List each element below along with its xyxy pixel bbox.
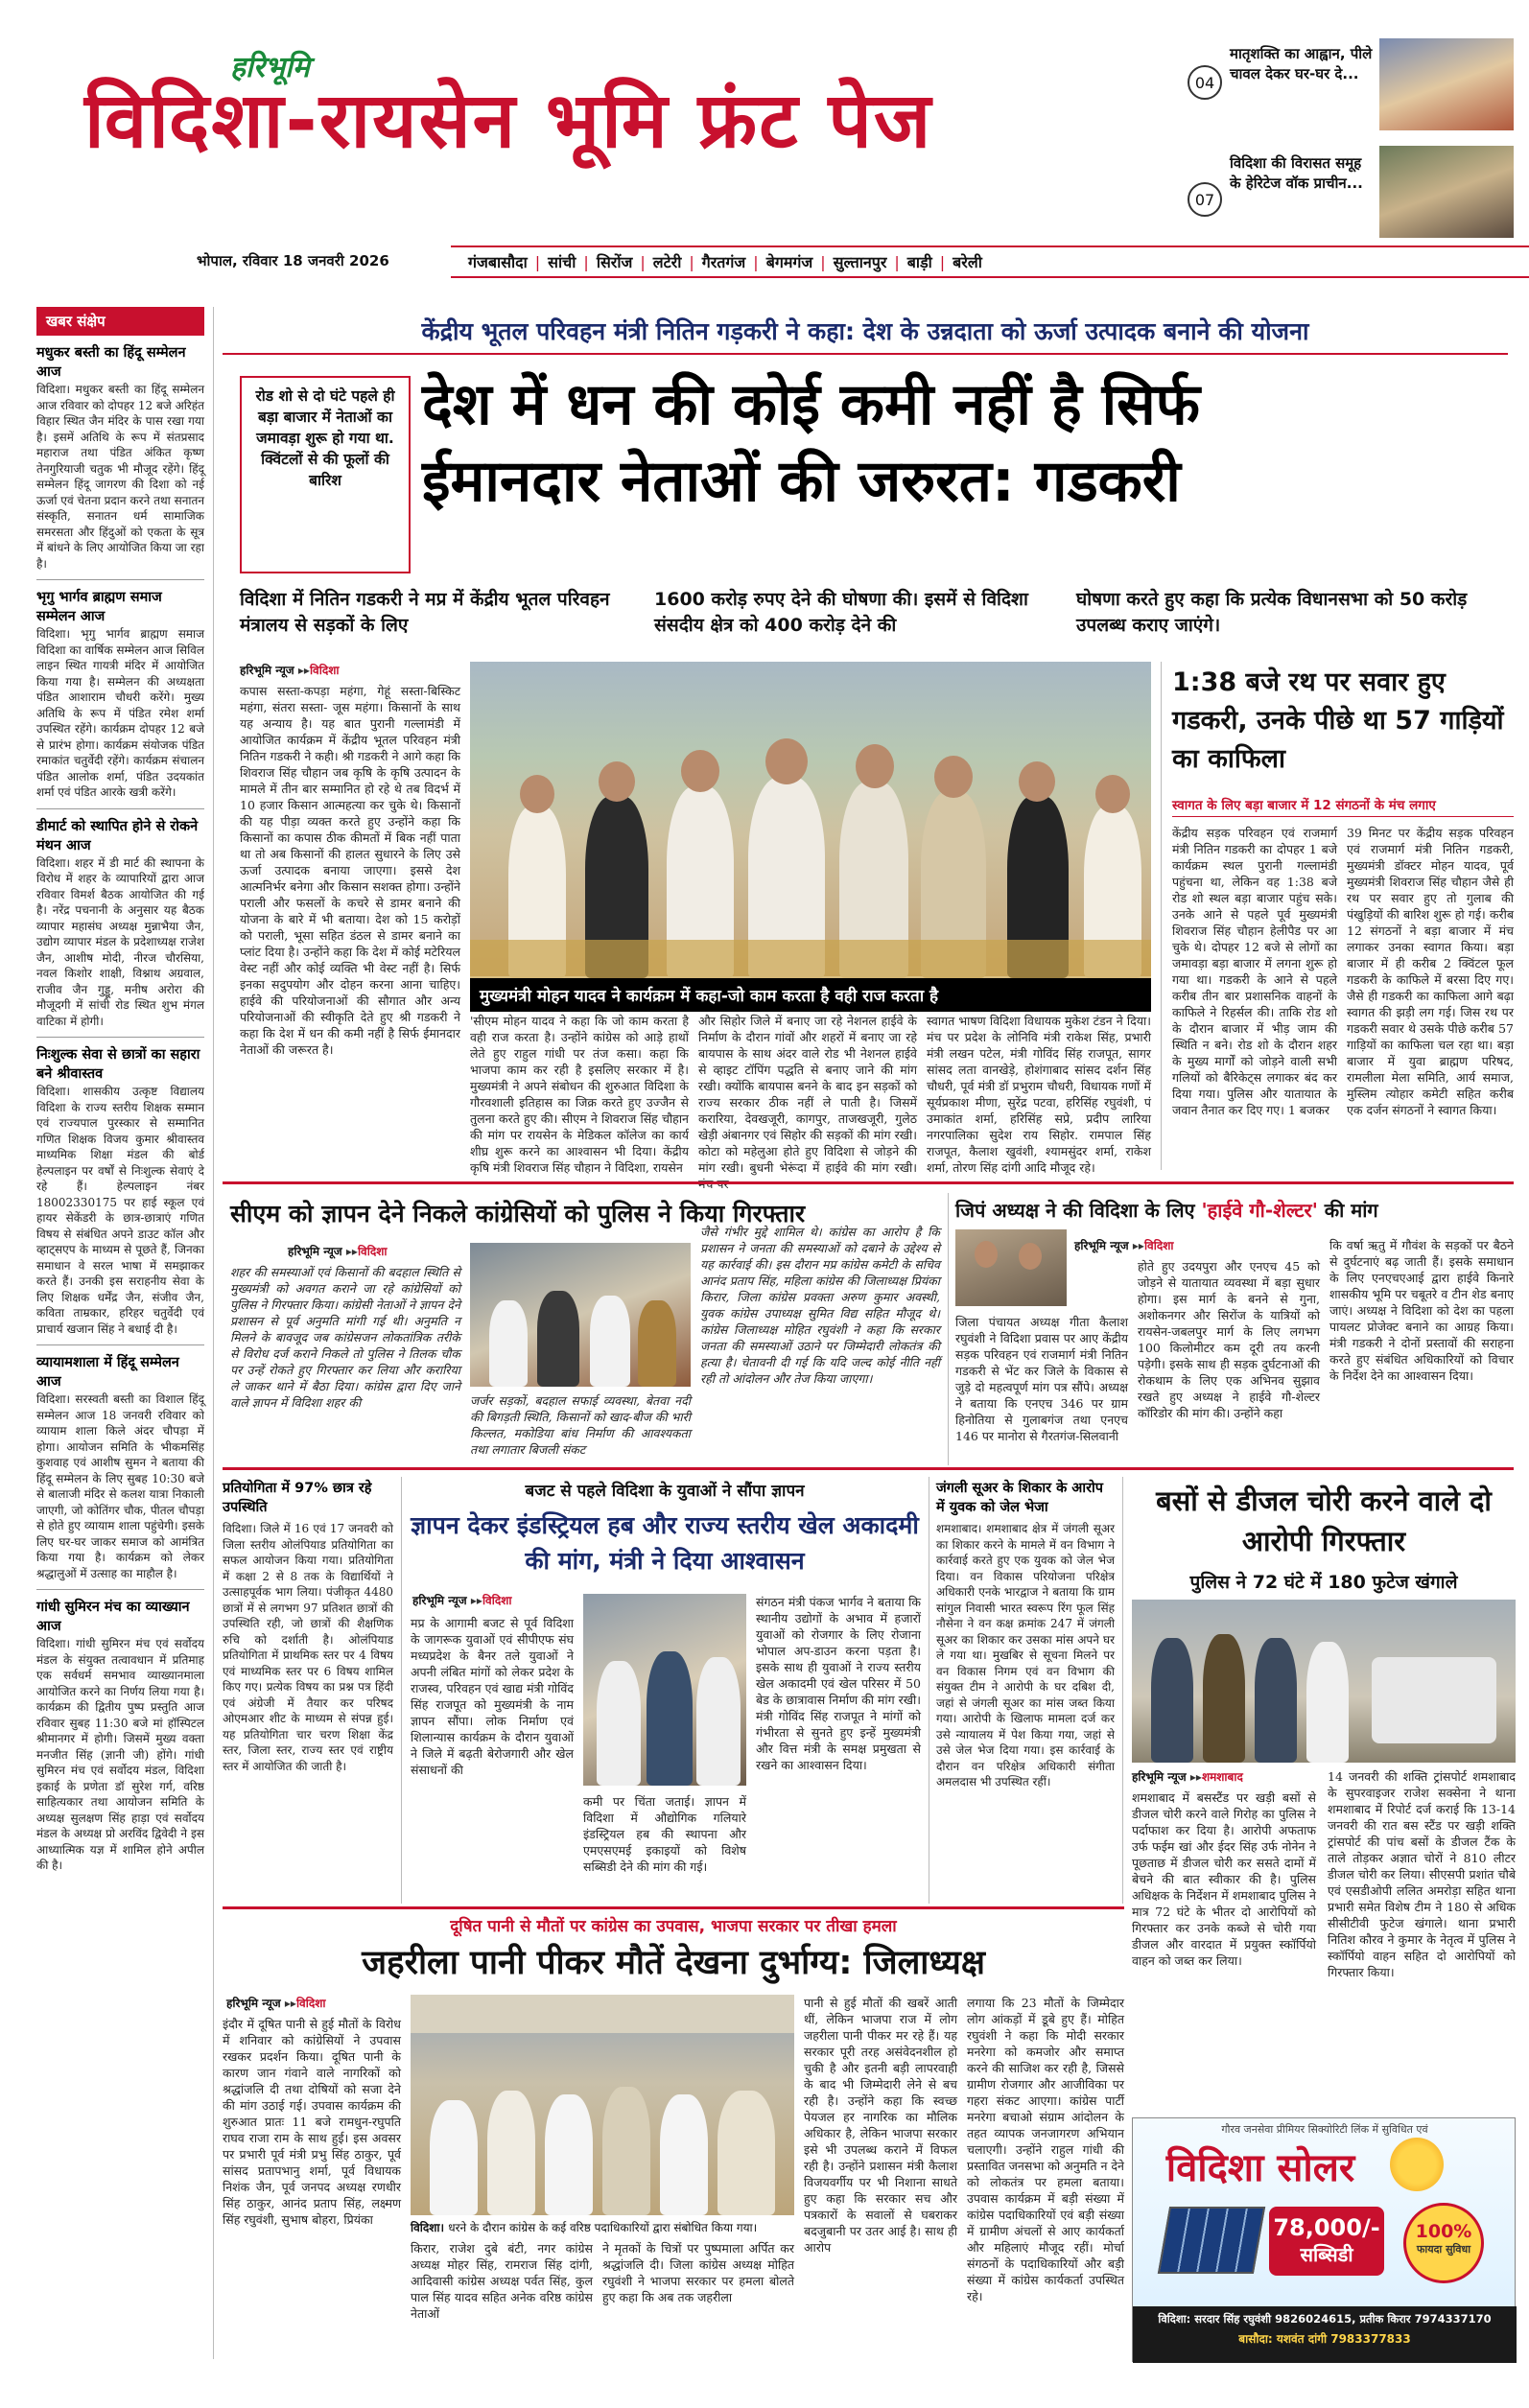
ad-subsidy: सब्सिडी	[1300, 2243, 1353, 2266]
cow-col2: होते हुए उदयपुरा और एनएच 45 को जोड़ने से यातायात व्यवस्था में बड़ा सुधार होगा। इस मार्ग के बनने से गुना, अशोकनगर और सिरोंज के यात्रियों को रायसेन-जबलपुर मार्ग के लिए लगभग 100 किलोमीटर कम दूरी तय करनी पड़ेगी। इसके साथ ही सड़क दुर्घटनाओं की रोकथाम के लिए एक अभिनव सुझाव रखते हुए अध्यक्ष ने हाईवे गौ-शेल्टर कॉरिडोर की मांग की। उन्होंने कहा	[1138, 1259, 1320, 1420]
lead-col4: स्वागत भाषण विदिशा विधायक मुकेश टंडन ने दिया। मंच पर प्रदेश के लोनिवि मंत्री राकेश सिंह, प्रभारी मंत्री लखन पटेल, मंत्री गोविंद सिंह राजपूत, सागर सांसद लता वानखेड़े, होशंगाबाद सांसद दर्शन सिंह चौधरी, पूर्व मंत्री डॉ प्रभुराम चौधरी, विधायक गणों में सूर्यप्रकाश मीणा, सुरेंद्र पटवा, हरिसिंह रघुवंशी, पं उमाकांत शर्मा, हरिसिंह सप्रे, प्रदीप लारिया नगरपालिका सुदेश राय सिहोर. रामपाल सिंह राजपूत, कैलाश खुवंशी, श्यामसुंदर शर्मा, राकेश शर्मा, तोरण सिंह दांगी आदि मौजूद रहे।	[927, 1014, 1151, 1175]
brand-logo: हरिभूमि	[230, 51, 310, 84]
ad-badge-text: फायदा सुविधा	[1416, 2243, 1471, 2256]
boar-head: जंगली सूअर के शिकार के आरोप में युवक को जेल भेजा	[936, 1481, 1104, 1515]
lead-headline-line1: देश में धन की कोई कमी नहीं है सिर्फ	[422, 371, 1200, 438]
news-brief-sidebar	[36, 307, 204, 2340]
towns-bar: गंजबासौदा | सांची | सिरोंज | लटेरी | गैरतगंज | बेगमगंज | सुल्तानपुर | बाड़ी | बरेली	[451, 245, 1529, 278]
promo-photo	[1379, 38, 1514, 130]
lead-kicker: केंद्रीय भूतल परिवहन मंत्री नितिन गड़करी ने कहा: देश के उन्नदाता को ऊर्जा उत्पादक बनाने की योजना	[223, 315, 1508, 355]
ad-address-2: बासौदा: यशवंत दांगी 7983377833	[1238, 2332, 1411, 2346]
cow-headline-b: 'हाईवे गौ-शेल्टर'	[1201, 1199, 1318, 1222]
deck-col: घोषणा करते हुए कहा कि प्रत्येक विधानसभा को 50 करोड़ उपलब्ध कराए जाएंगे।	[1076, 589, 1468, 636]
diesel-headline: बसों से डीजल चोरी करने वाले दो आरोपी गिरफ्तार	[1156, 1485, 1492, 1557]
brief-item	[36, 1598, 204, 1874]
solar-ad[interactable]	[1132, 2117, 1516, 2362]
diesel-col2: 14 जनवरी की शक्ति ट्रांसपोर्ट शमशाबाद के सुपरवाइजर राजेश सक्सेना ने थाना शमशाबाद में रिपोर्ट दर्ज कराई कि 13-14 जनवरी की रात बस स्टैंड पर खड़ी शक्ति ट्रांसपोर्ट की पांच बसों के डीजल टैंक के ताले तोड़कर अज्ञात चोरों ने 810 लीटर डीजल चोरी कर लिया। सीएसपी प्रशांत चौबे एवं एसडीओपी ललित अमरोड़ा सहित थाना प्रभारी समेत विशेष टीम ने 180 से अधिक सीसीटीवी फुटेज खंगाले। थाना प्रभारी नितिश कौरव ने कुमार के नेतृत्व में पुलिस ने स्कॉर्पियो वाहन सहित दो आरोपियों को गिरफ्तार किया।	[1328, 1769, 1516, 1979]
credit-place: विदिशा	[482, 1594, 512, 1607]
cow-photo	[955, 1229, 1067, 1306]
promo-text: मातृशक्ति का आह्वान, पीले चावल देकर घर-घर दे...	[1230, 45, 1373, 82]
credit-place: विदिशा	[1143, 1239, 1174, 1252]
town-item[interactable]: सिरोंज	[596, 253, 633, 271]
congress-col1: शहर की समस्याओं एवं किसानों की बदहाल स्थिति से मुख्यमंत्री को अवगत कराने जा रहे कांग्रेसियों को पुलिस ने गिरफ्तार किया। कांग्रेसी नेताओं ने ज्ञापन देने प्रशासन से पूर्व अनुमति मांगी गई थी। अनुमति न मिलने के बावजूद जब कांग्रेसजन लोकतांत्रिक तरीके से विरोध दर्ज कराने निकले तो पुलिस ने तिलक चौक पर उन्हें रोकते हुए गिरफ्तार कर लिया और करारिया ले जाकर थाने में बैठा दिया। कांग्रेस द्वारा दिए जाने वाले ज्ञापन में विदिशा शहर की	[230, 1265, 460, 1410]
congress-col2: जर्जर सड़कों, बदहाल सफाई व्यवस्था, बेतवा नदी की बिगड़ती स्थिति, किसानों को खाद-बीज की भारी किल्लत, मकोडिया बांध निर्माण की आवश्यकता तथा लगातार बिजली संकट	[470, 1393, 692, 1457]
brief-text: विदिशा। गांधी सुमिरन मंच एवं सर्वोदय मंडल के संयुक्त तत्वावधान में प्रतिमाह एक सर्वधर्म समभाव व्याख्यानमाला आयोजित करने का निर्णय लिया गया है। कार्यक्रम की द्वितीय पुष्प प्रस्तुति आज रविवार सुबह 11:30 बजे मां हॉस्पिटल श्रीमानगर में होगी। जिसमें मुख्य वक्ता मनजीत सिंह (ज्ञानी जी) होंगे। गांधी सुमिरन मंच एवं सर्वोदय मंडल, विदिशा इकाई के प्रणेता डॉ सुरेश गर्ग, वरिष्ठ साहित्यकार तथा आयोजन समिति के अध्यक्ष सुलक्षण सिंह हाड़ा एवं सर्वोदय मंडल के अध्यक्ष प्रो अरविंद द्विवेदी ने इस आध्यात्मिक यज्ञ में शामिल होने अपील की है।	[36, 1637, 204, 1872]
brief-head: निःशुल्क सेवा से छात्रों का सहारा बने श्रीवास्तव	[36, 1047, 200, 1082]
lead-col3: और सिहोर जिले में बनाए जा रहे नेशनल हाईवे के निर्माण के दौरान गांवों और शहरों में बनाए जा रहे बायपास के साथ अंदर वाले रोड भी नेशनल हाईवे से व्हाइट टॉपिंग पद्धति से बनाए जाने की मांग रखी। क्योंकि बायपास बनने के बाद इन सड़कों को राज्य सरकार ठीक नहीं ले पाती है। जिसमें करारिया, देवखजूरी, कागपुर, ताजखजूरी, गुलेठ खेड़ी अंबानगर एवं सिहोर की सड़कों की मांग रखी। कोटा को महेलुआ होते हुए विदिशा से जोड़ने की मांग रखी। बुधनी भेरूंदा में हाईवे की मांग रखी।	[698, 1014, 917, 1175]
dateline: भोपाल, रविवार 18 जनवरी 2026	[197, 252, 389, 269]
youth-credit: हरिभूमि न्यूज ▸▸विदिशा	[412, 1594, 512, 1607]
town-item[interactable]: गंजबासौदा	[468, 253, 528, 271]
ad-price-box	[1269, 2207, 1384, 2276]
credit-place: शमशाबाद	[1201, 1770, 1243, 1784]
youth-caption: कमी पर चिंता जताई। ज्ञापन में विदिशा में औद्योगिक गलियारे इंडस्ट्रियल हब की स्थापना और एमएसएमई इकाइयों को विशेष सब्सिडी देने की मांग की गई।	[583, 1794, 746, 1874]
ad-address-1: विदिशा: सरदार सिंह रघुवंशी 9826024615, प्रतीक किरार 7974337170	[1158, 2312, 1492, 2326]
brief-text: विदिशा। मधुकर बस्ती का हिंदू सम्मेलन आज रविवार को दोपहर 12 बजे अरिहंत विहार स्थित जैन मंदिर के पास रखा गया है। इसमें अतिथि के रूप में संतप्रसाद महाराज तथा पंडित अंकित कृष्ण तेनगुरियाजी चतुक भी मौजूद रहेंगे। हिंदू सम्मेलन हिंदू जागरण की दिशा को नई ऊर्जा एवं चेतना प्रदान करने तथा सनातन संस्कृति, सनातन धर्म सामाजिक समरसता और हिंदुओं को एकता के सूत्र में बांधने के लिए आयोजित किया जा रहा है।	[36, 383, 204, 571]
credit-name: हरिभूमि न्यूज	[240, 664, 294, 677]
brief-text: विदिशा। भृगु भार्गव ब्राह्मण समाज विदिशा का वार्षिक सम्मेलन आज सिविल लाइन स्थित गायत्री मंदिर में आयोजित किया गया है। सम्मेलन की अध्यक्षता पंडित आशाराम चौधरी करेंगे। मुख्य अतिथि के रूप में पंडित रमेश शर्मा उपस्थित रहेंगे। कार्यक्रम दोपहर 12 बजे से प्रारंभ होगा। कार्यक्रम संयोजक पंडित रमाकांत चतुर्वेदी रहेंगे। कार्यक्रम संचालन पंडित आलोक शर्मा, पंडित उदयकांत शर्मा एवं पंडित आरके खत्री करेंगे।	[36, 627, 204, 799]
brief-head: मधुकर बस्ती का हिंदू सम्मेलन आज	[36, 345, 186, 380]
brief-item	[36, 817, 204, 1039]
youth-headline: ज्ञापन देकर इंडस्ट्रियल हब और राज्य स्तरीय खेल अकादमी की मांग, मंत्री ने दिया आश्वासन	[411, 1511, 919, 1575]
town-item[interactable]: सुल्तानपुर	[833, 253, 887, 271]
water-col1: इंदौर में दूषित पानी से हुई मौतों के विरोध में शनिवार को कांग्रेसियों ने उपवास रखकर प्रदर्शन किया। दूषित पानी के कारण जान गंवाने वाले नागरिकों को श्रद्धांजलि दी तथा दोषियों को सजा देने की मांग उठाई गई। उपवास कार्यक्रम की शुरुआत प्रातः 11 बजे रामधुन-रघुपति राघव राजा राम के साथ हुई। इस अवसर पर प्रभारी पूर्व मंत्री प्रभु सिंह ठाकुर, पूर्व सांसद प्रतापभानु शर्मा, पूर्व विधायक निशंक जैन, पूर्व जनपद अध्यक्ष रणधीर सिंह ठाकुर, आनंद प्रताप सिंह, लक्ष्मण सिंह रघुवंशी, सुभाष बोहरा, प्रियंका	[223, 2017, 401, 2227]
credit-place: विदिशा	[309, 664, 340, 677]
diesel-col1: शमशाबाद में बसस्टैंड पर खड़ी बसों से डीजल चोरी करने वाले गिरोह का पुलिस ने पर्दाफाश कर दिया है। आरोपी अफताफ उर्फ फईम खां और ईदर सिंह उर्फ नोनेन ने पूछताछ में डीजल चोरी कर ससते दामों में बेचने की बात स्वीकार की है। पुलिस अधिक्षक के निर्देशन में शमशाबाद पुलिस ने मात्र 72 घंटे के भीतर दो आरोपियों को गिरफ्तार कर उनके कब्जे से चोरी गया डीजल और वारदात में प्रयुक्त स्कॉर्पियो वाहन को जब्त कर लिया।	[1132, 1790, 1316, 1968]
promo-page-badge: 04	[1188, 65, 1222, 100]
lead-sidebox: रोड शो से दो घंटे पहले ही बड़ा बाजार में नेताओं का जमावड़ा शुरू हो गया था. क्विंटलों से की फूलों की बारिश	[240, 376, 411, 573]
promo-box-1[interactable]	[1188, 38, 1514, 134]
youth-photo	[583, 1594, 746, 1786]
lead-col1: कपास सस्ता-कपड़ा महंगा, गेहूं सस्ता-बिस्किट महंगा, संतरा सस्ता- जूस महंगा। किसानों के साथ यह अन्याय है। यह बात पुरानी गल्लामंडी में आयोजित कार्यक्रम में केंद्रीय भूतल परिवहन मंत्री नितिन गडकरी ने कही। श्री गडकरी ने आगे कहा कि शिवराज सिंह चौहान जब कृषि के कृषि उत्पादन के मामले में तीन बार सम्मानित हो रहे थे तब विदर्भ में 10 हजार किसान आत्महत्या कर चुके थे। किसानों की यह पीड़ा व्यक्त करते हुए उन्होंने कहा कि किसानों का कपास ठीक कीमतों में बिक नहीं पाता था तो अब किसानों की हालत सुधारने के लिए उसे ऊर्जा उत्पादक बनाया जाएगा। इससे देश आत्मनिर्भर बनेगा और किसान सशक्त होगा। उन्होंने पराली और फसलों के कचरे से डामर बनाने की योजना के बारे में भी बताया। देश को 15 करोड़ों को पराली, भूसा सहित डंठल से डामर बनाने का प्लांट दिया है। उन्होंने कहा कि देश में कोई मटेरियल वेस्ट नहीं और कोई व्यक्ति भी वेस्ट नहीं है। सिर्फ इनका सदुपयोग और दोहन करना आना चाहिए। हाईवे की परियोजनाओं की सौगात और अन्य परियोजनाओं की स्वीकृति देते हुए श्री गडकरी ने कहा कि देश में धन की कमी नहीं है सिर्फ ईमानदार नेताओं की जरूरत है।	[240, 684, 460, 1057]
brief-item	[36, 588, 204, 809]
brief-head: डीमार्ट को स्थापित होने से रोकने मंथन आज	[36, 818, 199, 853]
masthead	[0, 0, 1529, 288]
cow-headline-c: की मांग	[1317, 1199, 1378, 1222]
caption-text: धरने के दौरान कांग्रेस के कई वरिष्ठ पदाधिकारियों द्वारा संबोधित किया गया।	[448, 2221, 758, 2234]
cow-col1: जिला पंचायत अध्यक्ष गीता कैलाश रघुवंशी ने विदिशा प्रवास पर आए केंद्रीय सड़क परिवहन एवं राजमार्ग मंत्री नितिन गडकरी से भेंट कर जिले के विकास से जुड़े दो महत्वपूर्ण मांग पत्र सौंपे। अध्यक्ष ने बताया कि एनएच 346 पर ग्राम हिनोतिया से गुलाबगंज तथा एनएच 146 पर मानोरा से गैरतगंज-सिलवानी	[955, 1315, 1128, 1443]
ad-badge	[1403, 2203, 1484, 2283]
credit-name: हरिभूमि न्यूज	[226, 1997, 281, 2010]
lead-headline-line2: ईमानदार नेताओं की जरुरत: गडकरी	[422, 448, 1181, 515]
deck-col: 1600 करोड़ रुपए देने की घोषणा की। इसमें से विदिशा संसदीय क्षेत्र को 400 करोड़ देने की	[654, 589, 1028, 636]
caption-place: विदिशा।	[411, 2221, 445, 2234]
congress-col3: जैसे गंभीर मुद्दे शामिल थे। कांग्रेस का आरोप है कि प्रशासन ने जनता की समस्याओं को दबाने के उद्देश्य से यह कार्रवाई की। इस दौरान मप्र कांग्रेस कमेटी के सचिव आनंद प्रताप सिंह, महिला कांग्रेस की जिलाध्यक्ष प्रियंका किरार, जिला कांग्रेस प्रवक्ता अरुण कुमार अवस्थी, युवक कांग्रेस उपाध्यक्ष सुमित विद्य सहित मौजूद थे। कांग्रेस जिलाध्यक्ष मोहित रघुवंशी ने कहा कि सरकार जनता की समस्याओं उठाने पर जिम्मेदारी लोकतंत्र की हत्या है। चेतावनी दी गई कि यदि जल्द कोई नीति नहीं रही तो आंदोलन और तेज किया जाएगा।	[700, 1225, 940, 1386]
brief-item	[36, 343, 204, 580]
credit-name: हरिभूमि न्यूज	[288, 1245, 342, 1258]
town-item[interactable]: बरेली	[953, 253, 982, 271]
lead-headline	[422, 366, 1516, 520]
diesel-credit: हरिभूमि न्यूज ▸▸शमशाबाद	[1132, 1770, 1243, 1784]
credit-name: हरिभूमि न्यूज	[1074, 1239, 1129, 1252]
lead-photo	[470, 662, 1151, 976]
quiz-text: विदिशा। जिले में 16 एवं 17 जनवरी को जिला स्तरीय ओलंपियाड प्रतियोगिता का सफल आयोजन किया गया। प्रतियोगिता में कक्षा 2 से 8 तक के विद्यार्थियों ने उत्साहपूर्वक भाग लिया। पंजीकृत 4480 छात्रों में से लगभग 97 प्रतिशत छात्रों की उपस्थिति रही, जो छात्रों की शैक्षणिक रुचि को दर्शाती है। ओलंपियाड प्रतियोगिता में प्राथमिक स्तर पर 4 विषय एवं माध्यमिक स्तर पर 6 विषय शामिल किए गए। प्रत्येक विषय का प्रश्न पत्र हिंदी एवं अंग्रेजी में तैयार कर परिषद ओएमआर शीट के माध्यम से संपन्न हुई। यह प्रतियोगिता चार चरण शिक्षा केंद्र स्तर, जिला स्तर, राज्य स्तर एवं राष्ट्रीय स्तर में आयोजित की जाती है।	[223, 1522, 393, 1773]
town-item[interactable]: लटेरी	[652, 253, 682, 271]
sun-icon	[1390, 2138, 1444, 2191]
congress-credit: हरिभूमि न्यूज ▸▸विदिशा	[288, 1245, 388, 1258]
cow-headline	[955, 1197, 1521, 1223]
lead-col2: 'सीएम मोहन यादव ने कहा कि जो काम करता है वही राज करता है। उन्होंने कांग्रेस को आड़े हाथों लेते हुए राहुल गांधी पर तंज कसा। कहा कि भाजपा काम कर रही है इसलिए सरकार में है। मुख्यमंत्री ने अपने संबोधन की शुरुआत विदिशा के गौरवशाली इतिहास का जिक्र करते हुए उज्जैन से तुलना करते हुए की। सीएम ने शिवराज सिंह चौहान की मांग पर रायसेन के मेडिकल कॉलेज का कार्य शीघ्र शुरू करने का आश्वासन भी दिया। केंद्रीय कृषि मंत्री शिवराज सिंह चौहान ने विदिशा, रायसेन	[470, 1014, 689, 1175]
solar-panel-icon	[1158, 2207, 1265, 2274]
credit-place: विदिशा	[357, 1245, 388, 1258]
promo-box-2[interactable]	[1188, 144, 1514, 240]
ad-price: 78,000/-	[1273, 2214, 1380, 2241]
quiz-story	[223, 1479, 393, 1901]
diesel-photo	[1132, 1600, 1516, 1763]
cow-headline-a: जिपं अध्यक्ष ने की विदिशा के लिए	[955, 1199, 1202, 1222]
lead-side-kicker: स्वागत के लिए बड़ा बाजार में 12 संगठनों के मंच लगाए	[1172, 796, 1514, 817]
water-col2: किरार, राजेश दुबे बंटी, नगर कांग्रेस अध्यक्ष मोहर सिंह, रामराज सिंह दांगी, आदिवासी कांग्रेस अध्यक्ष पर्वत सिंह, कुल पाल सिंह यादव सहित अनेक वरिष्ठ कांग्रेस नेताओं	[411, 2241, 593, 2321]
water-credit: हरिभूमि न्यूज ▸▸विदिशा	[226, 1997, 326, 2010]
boar-text: शमशाबाद। शमशाबाद क्षेत्र में जंगली सूअर का शिकार करने के मामले में वन विभाग ने कार्रवाई करते हुए एक युवक को जेल भेज दिया। वन विकास परियोजना परिक्षेत्र अधिकारी एनके भारद्वाज ने बताया कि ग्राम सांगुल निवासी भारत स्वरूप रिंग फूल सिंह नौसेना ने वन कक्ष क्रमांक 247 में जंगली सूअर का शिकार कर उसका मांस अपने घर ले गया था। मुखबिर से सूचना मिलने पर वन विकास निगम एवं वन विभाग की संयुक्त टीम ने आरोपी के घर दबिश दी, जहां से जंगली सूअर का मांस जब्त किया गया। आरोपी के खिलाफ मामला दर्ज कर उसे न्यायालय में पेश किया गया, जहां से उसे जेल भेज दिया गया। इस कार्रवाई के दौरान वन परिक्षेत्र अधिकारी संगीता अमलदास भी उपस्थित रहीं।	[936, 1522, 1115, 1788]
brief-head: भृगु भार्गव ब्राह्मण समाज सम्मेलन आज	[36, 590, 162, 624]
congress-photo	[470, 1243, 691, 1387]
lead-photo-caption: मुख्यमंत्री मोहन यादव ने कार्यक्रम में कहा-जो काम करता है वही राज करता है	[470, 978, 1151, 1012]
congress-headline: सीएम को ज्ञापन देने निकले कांग्रेसियों को पुलिस ने किया गिरफ्तार	[230, 1200, 806, 1227]
brief-item	[36, 1045, 204, 1345]
deck-col: विदिशा में नितिन गडकरी ने मप्र में केंद्रीय भूतल परिवहन मंत्रालय से सड़कों के लिए	[240, 589, 610, 636]
brief-text: विदिशा। शहर में डी मार्ट की स्थापना के विरोध में शहर के व्यापारियों द्वारा आज रविवार विमर्श बैठक आयोजित की गई है। नरेंद्र पचनानी के अनुसार यह बैठक व्यापार महासंघ अध्यक्ष मुन्नाभैया जैन, उद्योग व्यापार मंडल के प्रदेशाध्यक्ष राजेश जैन, आशीष मोदी, नीरज चौरसिया, नवल किशोर शाक्षी, विश्नाथ अग्रवाल, राजीव जैन गुड्डू, मनीष अरोरा की मौजूदगी में सांची रोड स्थित शुभ मंगल वाटिका में होगी।	[36, 855, 204, 1028]
credit-place: विदिशा	[295, 1997, 326, 2010]
credit-name: हरिभूमि न्यूज	[1132, 1770, 1187, 1784]
promo-page-badge: 07	[1188, 182, 1222, 217]
town-item[interactable]: सांची	[548, 253, 576, 271]
water-col3: ने मृतकों के चित्रों पर पुष्पमाला अर्पित कर श्रद्धांजलि दी। जिला कांग्रेस अध्यक्ष मोहित रघुवंशी ने भाजपा सरकार पर हमला बोलते हुए कहा कि अब तक जहरीला	[602, 2241, 794, 2304]
youth-kicker: बजट से पहले विदिशा के युवाओं ने सौंपा ज्ञापन	[525, 1482, 805, 1501]
water-headline: जहरीला पानी पीकर मौतें देखना दुर्भाग्य: जिलाध्यक्ष	[362, 1944, 985, 1982]
ad-brand: विदिशा सोलर	[1165, 2146, 1355, 2190]
page-title: विदिशा-रायसेन भूमि फ्रंट पेज	[84, 76, 933, 165]
water-kicker: दूषित पानी से मौतों पर कांग्रेस का उपवास, भाजपा सरकार पर तीखा हमला	[450, 1917, 897, 1936]
lead-side-col2: 39 मिनट पर केंद्रीय सड़क परिवहन एवं राजमार्ग मंत्री नितिन गडकरी, मुख्यमंत्री डॉक्टर मोहन यादव, पूर्व मुख्यमंत्री शिवराज सिंह चौहान जैसे ही रथ पर सवार हुए तो गुलाब की पंखुड़ियों की बारिश शुरू हो गई। करीब 12 संगठनों ने बड़ा बाजार में मंच लगाकर उनका स्वागत किया। बड़ा बाजार में ही करीब 2 क्विंटल फूल गडकरी के काफिले में बरसा दिए गए। जैसे ही गडकरी का काफिला आगे बढ़ा स्वागत की झड़ी लग गई। जिस रथ पर गडकरी सवार थे उसके पीछे करीब 57 गाड़ियों का काफिला चल रहा था। बड़ा बाजार में युवा ब्राह्मण परिषद, रामलीला मेला समिति, आर्य समाज, मुस्लिम त्योहार कमेटी सहित करीब एक दर्जन संगठनों ने स्वागत किया।	[1347, 826, 1514, 1117]
lead-side-col1: केंद्रीय सड़क परिवहन एवं राजमार्ग मंत्री नितिन गडकरी का दोपहर 1 बजे कार्यक्रम स्थल पुरानी गल्लामंडी पहुंचना था, लेकिन वह 1:38 बजे रोड शो स्थल बड़ा बाजार पहुंच सके। उनके आने से पहले पूर्व मुख्यमंत्री शिवराज सिंह चौहान हेलीपैड पर आ चुके थे। दोपहर 12 बजे से लोगों का जमावड़ा बड़ा बाजार में लगना शुरू हो गया था। गडकरी के आने से पहले करीब तीन बार प्रशासनिक वाहनों के काफिले ने रिहर्सल की। ताकि रोड शो के दौरान बाजार में भीड़ जाम की स्थिति न बने। रोड शो के दौरान शहर के मुख्य मार्गों को जोड़ने वाली सभी गलियों को बैरिकेट्स लगाकर बंद कर दिया गया। पुलिस और यातायात के जवान तैनात कर दिए गए। 1 बजकर	[1172, 826, 1337, 1117]
water-col5: लगाया कि 23 मौतों के जिम्मेदार लोग आंकड़ों में डूबे हुए हैं। मोहित रघुवंशी ने कहा कि मोदी सरकार मनरेगा को कमजोर और समाप्त करने की साजिश कर रही है, जिससे ग्रामीण रोजगार और आजीविका पर गहरा संकट आएगा। कांग्रेस पार्टी मनरेगा बचाओ संग्राम आंदोलन के तहत व्यापक जनजागरण अभियान चलाएगी। उन्होंने राहुल गांधी की प्रस्तावित जनसभा को अनुमति न देने को लोकतंत्र पर हमला बताया। उपवास कार्यक्रम में बड़ी संख्या में कांग्रेस पदाधिकारियों एवं बड़ी संख्या में ग्रामीण अंचलों से आए कार्यकर्ता और महिलाएं मौजूद रहीं। मोर्चा संगठनों के पदाधिकारियों और बड़ी संख्या में कांग्रेस कार्यकर्ता उपस्थित रहे।	[967, 1996, 1124, 2303]
promo-text: विदिशा की विरासत समूह के हेरिटेज वॉक प्राचीन...	[1230, 154, 1363, 192]
ad-top-line: गौरव जनसेवा प्रीमियर सिक्योरिटी लिंक में सुविधित एवं	[1221, 2123, 1428, 2136]
ad-footer	[1133, 2306, 1517, 2363]
cow-credit: हरिभूमि न्यूज ▸▸विदिशा	[1074, 1239, 1174, 1252]
brief-item	[36, 1353, 204, 1590]
lead-deck	[240, 587, 1516, 643]
cow-col3: कि वर्षा ऋतु में गौवंश के सड़कों पर बैठने से दुर्घटनाएं बढ़ जाती हैं। इसके समाधान के लिए एनएचएआई द्वारा हाईवे किनारे शासकीय भूमि पर चबूतरे व टीन शेड बनाए जाएं। अध्यक्ष ने विदिशा को देश का पहला पायलट प्रोजेक्ट बनाने का आग्रह किया। मंत्री गडकरी ने दोनों प्रस्तावों की सराहना करते हुए संबंधित अधिकारियों को विचार के निर्देश देने का आश्वासन दिया।	[1329, 1238, 1514, 1383]
town-item[interactable]: बेगमगंज	[765, 253, 813, 271]
lead-side-headline: 1:38 बजे रथ पर सवार हुए गडकरी, उनके पीछे था 57 गाड़ियों का काफिला	[1172, 667, 1504, 774]
town-item[interactable]: गैरतगंज	[701, 253, 746, 271]
sidebar-label: खबर संक्षेप	[36, 307, 204, 336]
boar-story	[936, 1479, 1115, 1901]
brief-text: विदिशा। शासकीय उत्कृष्ट विद्यालय विदिशा के राज्य स्तरीय शिक्षक सम्मान एवं राज्यपाल पुरस्कार से सम्मानित गणित शिक्षक विजय कुमार श्रीवास्तव माध्यमिक शिक्षा मंडल की बोर्ड हेल्पलाइन पर वर्षों से निःशुल्क सेवाएं दे रहे हैं। हेल्पलाइन नंबर 18002330175 पर हाई स्कूल एवं हायर सेकेंडरी के छात्र-छात्राएं गणित विषय से संबंधित अपने डाउट कॉल और व्हाट्सएप के माध्यम से पूछते हैं, जिनका समाधान वे सरल भाषा में समझाकर करते हैं। उनकी इस सराहनीय सेवा के लिए शिक्षक धर्मेंद्र जैन, संजीव जैन, कविता ताम्रकार, हरिहर चतुर्वेदी एवं प्राचार्य खजान सिंह ने बधाई दी है।	[36, 1085, 204, 1336]
water-photo-caption	[411, 2219, 794, 2235]
town-item[interactable]: बाड़ी	[906, 253, 932, 271]
promo-photo	[1379, 146, 1514, 238]
lead-credit: हरिभूमि न्यूज ▸▸विदिशा	[240, 664, 340, 677]
brief-text: विदिशा। सरस्वती बस्ती का विशाल हिंदू सम्मेलन आज 18 जनवरी रविवार को व्यायाम शाला किले अंदर चौपड़ा में होगा। आयोजन समिति के भीकमसिंह कुशवाह एवं आशीष सुमन ने बताया की हिंदू सम्मेलन के लिए सुबह 10:30 बजे से बालाजी मंदिर से कलश यात्रा निकाली जाएगी, जो कोतिंगर चौक, पीतल चौपड़ा से होते हुए व्यायाम शाला पहुंचेगी। इसके लिए घर-घर जाकर समाज को आमंत्रित किया गया है। कार्यक्रम को लेकर श्रद्धालुओं में उत्साह का माहौल है।	[36, 1392, 204, 1580]
credit-name: हरिभूमि न्यूज	[412, 1594, 467, 1607]
diesel-deck: पुलिस ने 72 घंटे में 180 फुटेज खंगाले	[1189, 1572, 1458, 1593]
quiz-head: प्रतियोगिता में 97% छात्र रहे उपस्थिति	[223, 1481, 372, 1515]
youth-col2: संगठन मंत्री पंकज भार्गव ने बताया कि स्थानीय उद्योगों के अभाव में हजारों युवाओं को रोजगार के लिए रोजाना भोपाल अप-डाउन करना पड़ता है। इसके साथ ही युवाओं ने राज्य स्तरीय खेल अकादमी एवं खेल परिसर में 50 बेड के छात्रावास निर्माण की मांग रखी। मंत्री गोविंद सिंह राजपूत ने मांगों को गंभीरता से सुनते हुए इन्हें मुख्यमंत्री और वित्त मंत्री के समक्ष प्रमुखता से रखने का आश्वासन दिया।	[756, 1595, 921, 1772]
water-photo	[411, 1995, 794, 2215]
youth-col1: मप्र के आगामी बजट से पूर्व विदिशा के जागरूक युवाओं एवं सीपीएफ संघ मध्यप्रदेश के बैनर तले युवाओं ने अपनी लंबित मांगों को लेकर प्रदेश के राजस्व, परिवहन एवं खाद्य मंत्री गोविंद सिंह राजपूत को मुख्यमंत्री के नाम ज्ञापन सौंपा। लोक निर्माण एवं शिलान्यास कार्यक्रम के दौरान युवाओं ने जिले में बढ़ती बेरोजगारी और खेल संसाधनों की	[411, 1616, 574, 1777]
brief-head: व्यायामशाला में हिंदू सम्मेलन आज	[36, 1355, 179, 1390]
brief-head: गांधी सुमिरन मंच का व्याख्यान आज	[36, 1600, 190, 1634]
water-col4: पानी से हुई मौतों की खबरें आती थीं, लेकिन भाजपा राज में लोग जहरीला पानी पीकर मर रहे हैं। यह सरकार पूरी तरह असंवेदनशील हो चुकी है और इतनी बड़ी लापरवाही के बाद भी जिम्मेदारी लेने से बच रही है। उन्होंने कहा कि स्वच्छ पेयजल हर नागरिक का मौलिक अधिकार है, लेकिन भाजपा सरकार इसे भी उपलब्ध कराने में विफल रही है। उन्होंने प्रशासन मंत्री कैलाश विजयवर्गीय पर भी निशाना साधते हुए कहा कि सरकार सच और पत्रकारों के सवालों से घबराकर बदजुबानी पर उतर आई है। साथ ही आरोप	[804, 1996, 957, 2255]
ad-badge-pct: 100%	[1415, 2221, 1472, 2242]
